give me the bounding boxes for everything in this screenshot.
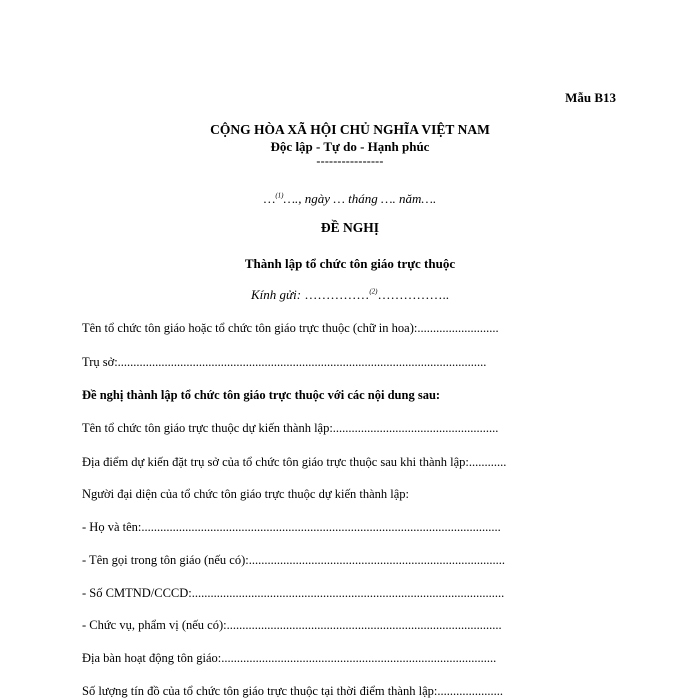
recipient-line	[0, 287, 700, 303]
date-text: …., ngày … tháng …. năm….	[283, 191, 437, 206]
document-subtitle: Thành lập tổ chức tôn giáo trực thuộc	[244, 256, 456, 271]
recipient-prefix: ……………	[301, 287, 370, 302]
date-prefix: …	[263, 191, 276, 206]
footnote-marker-2: (2)	[369, 287, 378, 296]
header-divider: ----------------	[316, 154, 384, 168]
document-title: ĐỀ NGHỊ	[320, 220, 380, 235]
field-follower-count: Số lượng tín đồ của tổ chức tôn giáo trực thuộc tại thời điểm thành lập:.....................	[82, 684, 503, 698]
field-proposed-name: Tên tổ chức tôn giáo trực thuộc dự kiến thành lập:.....................................................	[82, 421, 499, 435]
recipient-label: Kính gửi:	[251, 287, 302, 302]
field-position-rank: - Chức vụ, phẩm vị (nếu có):........................................................................................	[82, 618, 502, 632]
representative-heading: Người đại diện của tổ chức tôn giáo trực thuộc dự kiến thành lập:	[82, 487, 410, 501]
field-organization-name: Tên tổ chức tôn giáo hoặc tổ chức tôn giáo trực thuộc (chữ in hoa):..........................	[82, 321, 499, 335]
field-headquarters: Trụ sở:......................................................................................................................	[82, 355, 487, 369]
form-code: Mẫu B13	[565, 90, 616, 105]
proposal-heading: Đề nghị thành lập tổ chức tôn giáo trực thuộc với các nội dung sau:	[82, 388, 441, 402]
field-id-number: - Số CMTND/CCCD:....................................................................................................	[82, 586, 505, 600]
national-motto: Độc lập - Tự do - Hạnh phúc	[270, 139, 430, 154]
field-religious-name: - Tên gọi trong tôn giáo (nếu có):..................................................................................	[82, 553, 505, 567]
field-proposed-location: Địa điểm dự kiến đặt trụ sở của tổ chức tôn giáo trực thuộc sau khi thành lập:............	[82, 455, 507, 469]
date-line	[0, 191, 700, 207]
field-full-name: - Họ và tên:...................................................................................................................	[82, 520, 501, 534]
national-title: CỘNG HÒA XÃ HỘI CHỦ NGHĨA VIỆT NAM	[210, 122, 490, 137]
field-activity-area: Địa bàn hoạt động tôn giáo:........................................................................................	[82, 651, 497, 665]
recipient-suffix: ……………..	[377, 287, 449, 302]
footnote-marker-1: (1)	[275, 191, 284, 200]
